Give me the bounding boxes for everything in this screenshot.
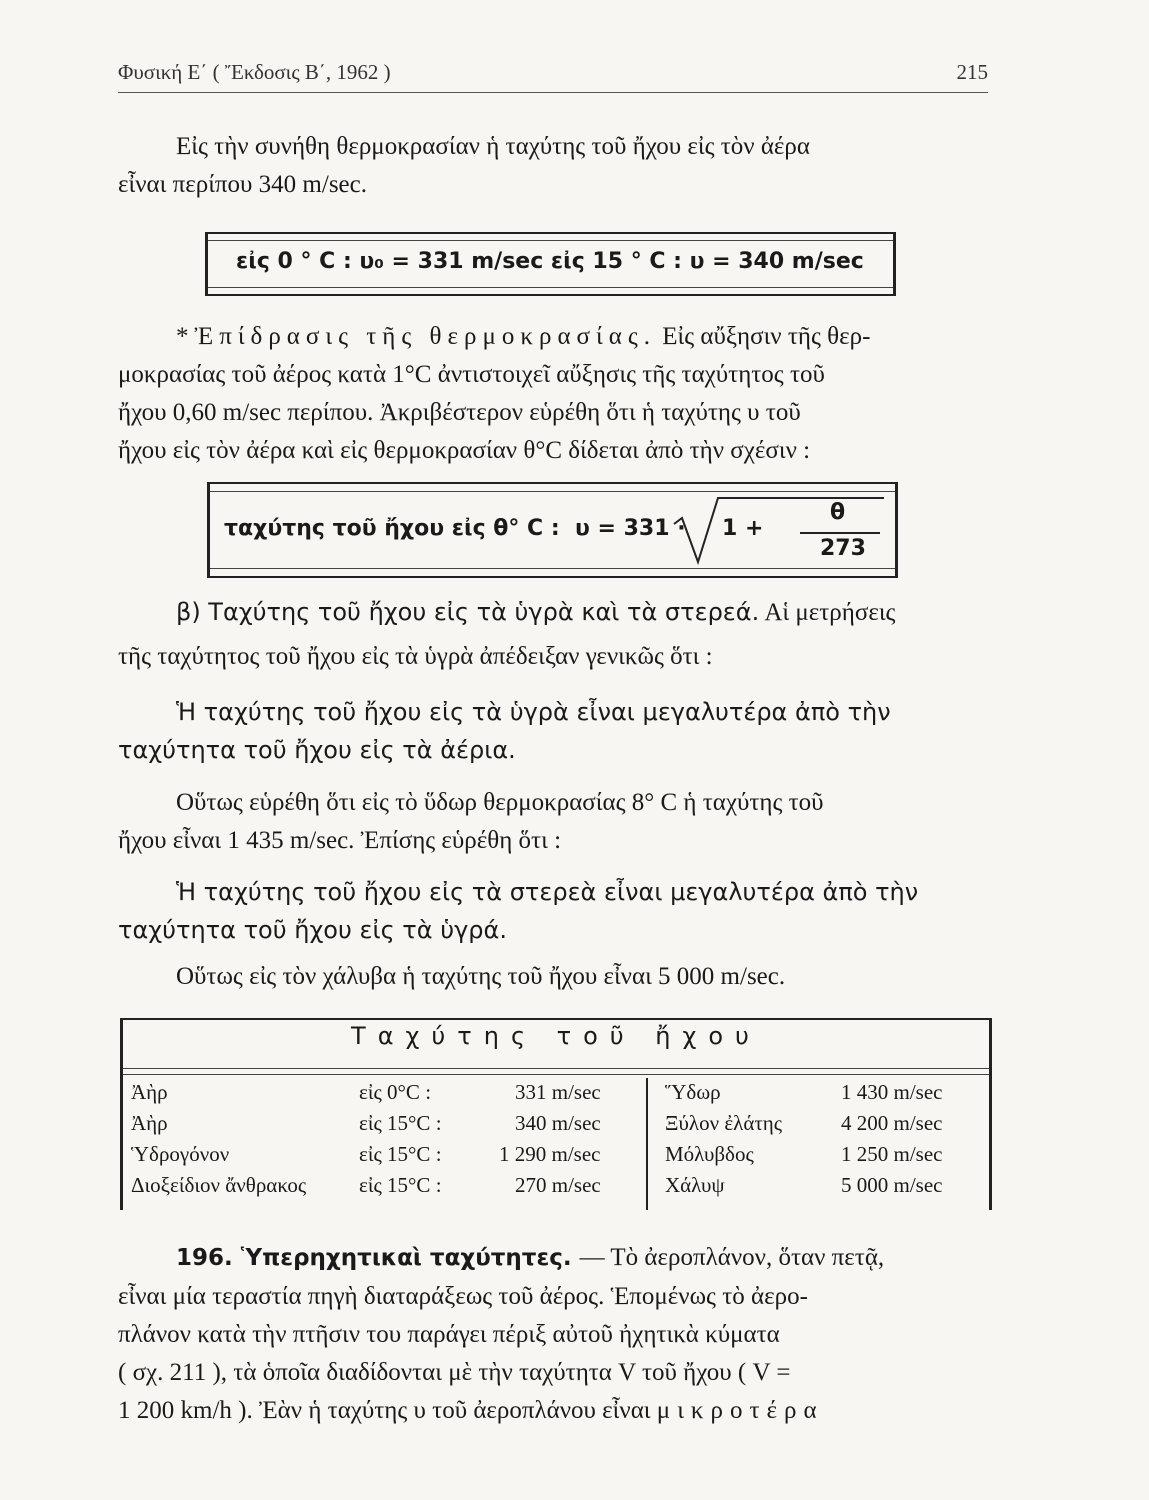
temp-effect-line-3: ἤχου 0,60 m/sec περίπου. Ἀκριβέστερον εὑρέθη ὅτι ἡ ταχύτης υ τοῦ bbox=[118, 399, 801, 426]
table-rule-2 bbox=[123, 1074, 989, 1075]
table-cell-medium: Διοξείδιον ἄνθρακος bbox=[131, 1173, 307, 1197]
table-cell-temp: εἰς 15°C : bbox=[359, 1142, 442, 1166]
intro-line-2: εἶναι περίπου 340 m/sec. bbox=[118, 171, 367, 198]
water-line-2: ἤχου εἶναι 1 435 m/sec. Ἐπίσης εὑρέθη ὅτι : bbox=[118, 827, 562, 854]
temp-effect-line-4: ἤχου εἰς τὸν ἀέρα καὶ εἰς θερμοκρασίαν θ°C δίδεται ἀπὸ τὴν σχέσιν : bbox=[118, 437, 811, 464]
law-liquids-line-1: Ἡ ταχύτης τοῦ ἤχου εἰς τὰ ὑγρὰ εἶναι μεγαλυτέρα ἀπὸ τὴν bbox=[176, 698, 891, 726]
header-title: Φυσική Ε΄ ( Ἔκδοσις Β΄, 1962 ) bbox=[118, 60, 391, 84]
section-196-title: Ὑπερηχητικαὶ ταχύτητες. bbox=[240, 1245, 572, 1271]
table-cell-temp: εἰς 15°C : bbox=[359, 1111, 442, 1135]
table-cell-speed: 340 m/sec bbox=[515, 1111, 601, 1135]
intro-line-1: Εἰς τὴν συνήθη θερμοκρασίαν ἡ ταχύτης τοῦ ἤχου εἰς τὸν ἀέρα bbox=[176, 133, 811, 160]
temp-effect-title: *Ἐπίδρασις τῆς θερμοκρασίας. bbox=[176, 323, 656, 350]
table-column-divider bbox=[646, 1078, 648, 1210]
section-196-line-4: ( σχ. 211 ), τὰ ὁποῖα διαδίδονται μὲ τὴν ταχύτητα V τοῦ ἤχου ( V = bbox=[118, 1359, 791, 1386]
table-title: Ταχύτης τοῦ ἤχου bbox=[351, 1022, 761, 1050]
table-cell-speed: 1 250 m/sec bbox=[841, 1142, 943, 1166]
formula-box-speeds bbox=[205, 232, 896, 296]
table-cell-speed: 270 m/sec bbox=[515, 1173, 601, 1197]
table-cell-temp: εἰς 0°C : bbox=[359, 1080, 432, 1104]
table-cell-temp: εἰς 15°C : bbox=[359, 1173, 442, 1197]
law-liquids-line-2: ταχύτητα τοῦ ἤχου εἰς τὰ ἀέρια. bbox=[118, 736, 516, 764]
section-196-line-3: πλάνον κατὰ τὴν πτῆσιν του παράγει πέριξ αὐτοῦ ἠχητικὰ κύματα bbox=[118, 1321, 780, 1348]
formula-one-plus: 1 + bbox=[722, 516, 764, 541]
section-196-line-1-rest: — Τὸ ἀεροπλάνον, ὅταν πετᾷ, bbox=[579, 1244, 885, 1271]
section-b-heading: β) Ταχύτης τοῦ ἤχου εἰς τὰ ὑγρὰ καὶ τὰ στερεά. bbox=[176, 598, 760, 626]
temp-effect-line-2: μοκρασίας τοῦ ἀέρος κατὰ 1°C ἀντιστοιχεῖ αὔξησις τῆς ταχύτητος τοῦ bbox=[118, 361, 825, 388]
page-number: 215 bbox=[956, 60, 988, 84]
section-b-line-1-rest: Αἱ μετρήσεις bbox=[764, 599, 896, 626]
fraction-bar bbox=[800, 532, 880, 534]
formula-box-temperature-inner bbox=[210, 491, 895, 569]
formula-numerator: θ bbox=[830, 500, 846, 525]
table-cell-speed: 5 000 m/sec bbox=[841, 1173, 943, 1197]
law-solids-line-1: Ἡ ταχύτης τοῦ ἤχου εἰς τὰ στερεὰ εἶναι μεγαλυτέρα ἀπὸ τὴν bbox=[176, 878, 919, 906]
table-cell-medium: Ἀὴρ bbox=[131, 1080, 168, 1104]
section-196-number: 196. bbox=[176, 1245, 233, 1271]
running-header bbox=[118, 60, 988, 85]
table-cell-medium: Ὕδωρ bbox=[665, 1080, 721, 1104]
table-cell-medium: Ἀὴρ bbox=[131, 1111, 168, 1135]
water-line-1: Οὕτως εὑρέθη ὅτι εἰς τὸ ὕδωρ θερμοκρασίας 8° C ἡ ταχύτης τοῦ bbox=[176, 789, 824, 816]
section-196-line-5-a: 1 200 km/h ). Ἐὰν ἡ ταχύτης υ τοῦ ἀεροπλάνου εἶναι bbox=[118, 1397, 651, 1424]
table-cell-speed: 1 430 m/sec bbox=[841, 1080, 943, 1104]
header-rule bbox=[118, 92, 988, 93]
steel-line: Οὕτως εἰς τὸν χάλυβα ἡ ταχύτης τοῦ ἤχου εἶναι 5 000 m/sec. bbox=[176, 963, 786, 990]
table-cell-medium: Ὑδρογόνον bbox=[131, 1142, 230, 1166]
table-cell-medium: Χάλυψ bbox=[665, 1173, 725, 1197]
section-196-line-1 bbox=[176, 1238, 988, 1277]
formula-denominator: 273 bbox=[820, 536, 866, 561]
table-cell-speed: 331 m/sec bbox=[515, 1080, 601, 1104]
law-solids-line-2: ταχύτητα τοῦ ἤχου εἰς τὰ ὑγρά. bbox=[118, 916, 507, 944]
speed-of-sound-table bbox=[120, 1018, 992, 1210]
section-196-line-5 bbox=[118, 1392, 988, 1430]
formula-label: ταχύτης τοῦ ἤχου εἰς θ° C : bbox=[224, 516, 560, 541]
table-cell-medium: Μόλυβδος bbox=[665, 1142, 754, 1166]
table-cell-speed: 1 290 m/sec bbox=[499, 1142, 601, 1166]
section-b-line-2: τῆς ταχύτητος τοῦ ἤχου εἰς τὰ ὑγρὰ ἀπέδειξαν γενικῶς ὅτι : bbox=[118, 643, 713, 670]
section-196-line-5-b: μικροτέρα bbox=[656, 1397, 824, 1424]
table-cell-speed: 4 200 m/sec bbox=[841, 1111, 943, 1135]
table-cell-medium: Ξύλον ἐλάτης bbox=[665, 1111, 783, 1135]
temp-effect-line-1 bbox=[176, 318, 988, 356]
formula-box-temperature bbox=[207, 482, 898, 578]
formula-box-speeds-text: εἰς 0 ° C : υ₀ = 331 m/sec εἰς 15 ° C : υ = 340 m/sec bbox=[208, 240, 893, 288]
formula-lhs: υ = 331 · bbox=[575, 516, 686, 541]
section-196-line-2: εἶναι μία τεραστία πηγὴ διαταράξεως τοῦ ἀέρος. Ἑπομένως τὸ ἀερο- bbox=[118, 1283, 808, 1310]
section-b-line-1 bbox=[176, 598, 988, 627]
table-rule-1 bbox=[123, 1068, 989, 1069]
temp-effect-line-1-rest: Εἰς αὔξησιν τῆς θερ- bbox=[662, 323, 871, 350]
